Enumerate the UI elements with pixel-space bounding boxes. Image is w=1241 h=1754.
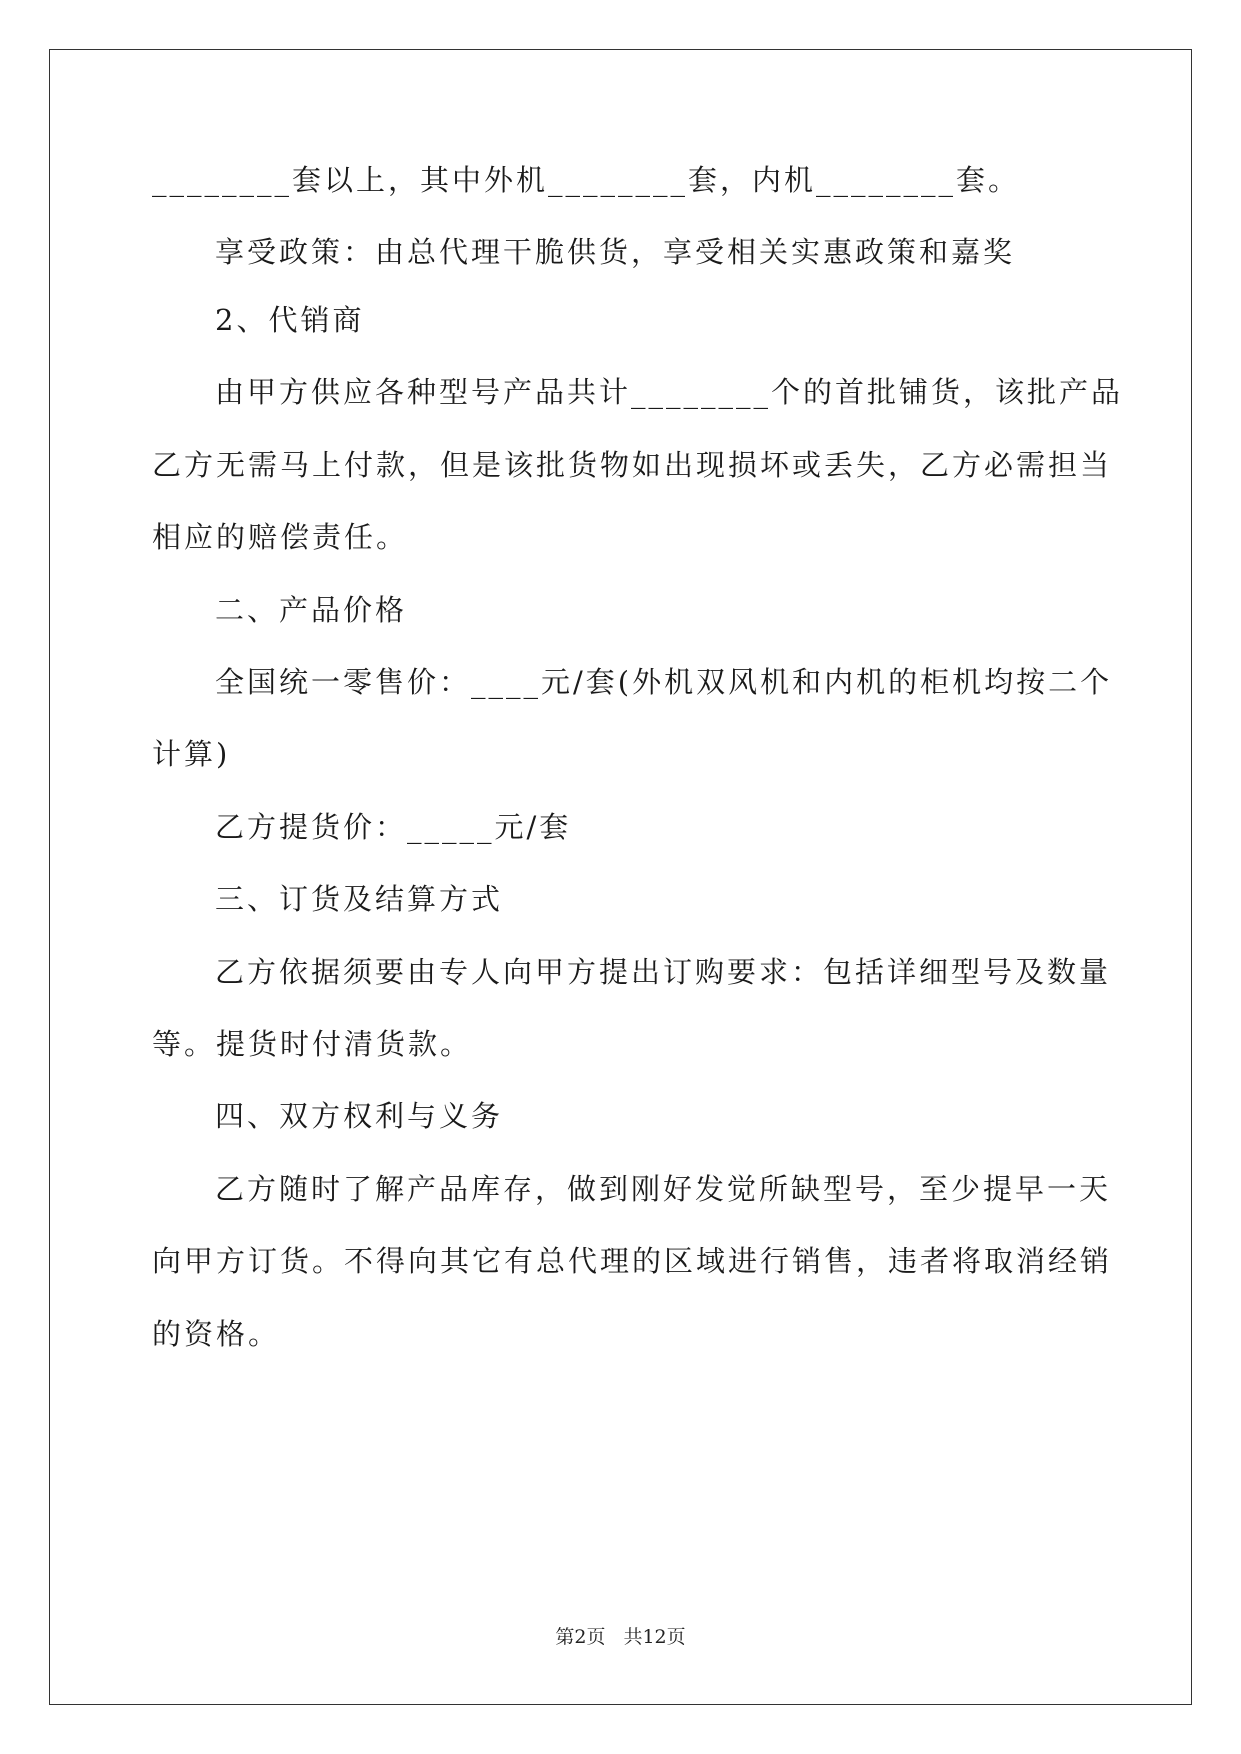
text-line-16: 向甲方订货。不得向其它有总代理的区域进行销售，违者将取消经销 bbox=[152, 1244, 1113, 1278]
text-line-5: 乙方无需马上付款，但是该批货物如出现损坏或丢失，乙方必需担当 bbox=[152, 448, 1113, 482]
text-line-12: 乙方依据须要由专人向甲方提出订购要求：包括详细型号及数量 bbox=[215, 955, 1112, 989]
section-heading-product-price: 二、产品价格 bbox=[215, 593, 408, 627]
text-line-2: 享受政策：由总代理干脆供货，享受相关实惠政策和嘉奖 bbox=[215, 235, 1016, 269]
text-line-9: 计算) bbox=[152, 737, 231, 771]
text-line-8: 全国统一零售价：____元/套(外机双风机和内机的柜机均按二个 bbox=[215, 665, 1113, 699]
text-line-15: 乙方随时了解产品库存，做到刚好发觉所缺型号，至少提早一天 bbox=[215, 1172, 1112, 1206]
text-line-10: 乙方提货价：_____元/套 bbox=[215, 810, 572, 844]
page-footer bbox=[0, 1625, 1241, 1649]
section-heading-ordering: 三、订货及结算方式 bbox=[215, 882, 504, 916]
text-line-13: 等。提货时付清货款。 bbox=[152, 1027, 473, 1061]
section-heading-2: 2、代销商 bbox=[215, 303, 365, 337]
text-line-4: 由甲方供应各种型号产品共计________个的首批铺货，该批产品 bbox=[215, 375, 1124, 409]
section-heading-rights: 四、双方权利与义务 bbox=[215, 1099, 504, 1133]
text-line-17: 的资格。 bbox=[152, 1317, 281, 1351]
text-line-6: 相应的赔偿责任。 bbox=[152, 520, 409, 554]
text-line-1: ________套以上，其中外机________套，内机________套。 bbox=[152, 163, 1021, 197]
page-number: 第2页 bbox=[555, 1626, 606, 1648]
page-total: 共12页 bbox=[623, 1626, 686, 1648]
page-border bbox=[49, 49, 1192, 1705]
